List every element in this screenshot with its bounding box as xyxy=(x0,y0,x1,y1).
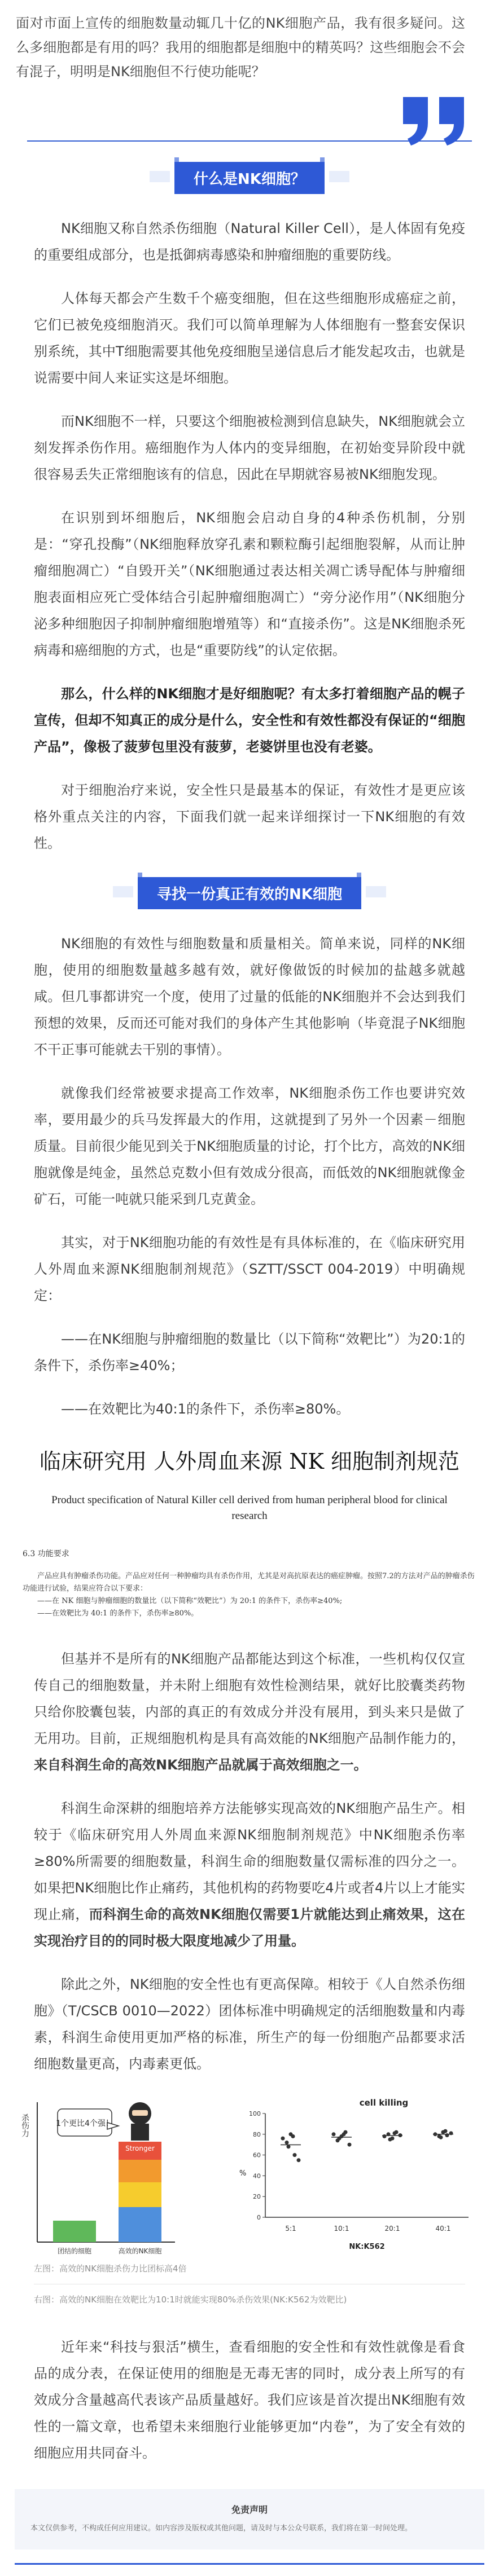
data-point xyxy=(332,2132,336,2136)
data-point xyxy=(297,2158,301,2162)
spec-title: 临床研究用 人外周血来源 NK 细胞制剂规范 xyxy=(40,1449,459,1474)
data-point xyxy=(287,2145,291,2148)
y-tick-label: 60 xyxy=(253,2151,261,2159)
spec-body xyxy=(17,1548,482,1620)
section-title-1: 什么是NK细胞？ xyxy=(174,162,325,194)
figure-caption-left: 左图：高效的NK细胞杀伤力比团标高4倍 xyxy=(34,2264,187,2274)
bar-nk-cells xyxy=(119,2142,161,2242)
paragraph-bold: 而科润生命的高效NK细胞仅需要1片就能达到止痛效果，这在实现治疗目的的同时极大限度地减少了用量。 xyxy=(34,1906,465,1949)
chart-points xyxy=(281,2129,453,2163)
paragraph-text: 科润生命深耕的细胞培养方法能够实现高效的NK细胞产品生产。相较于《临床研究用人外周血来源NK细胞制剂规范》中NK细胞杀伤率≥80%所需要的细胞数量，科润生命的细胞数量仅需标准的四分之一。如果把NK细胞比作止痛药，其他机构的药物要吃4片或者4片以上才能实现止痛， xyxy=(34,1800,465,1922)
data-point xyxy=(348,2143,352,2147)
highlight-paragraph: 那么，什么样的NK细胞才是好细胞呢？有太多打着细胞产品的幌子宣传，但却不知真正的成分是什么，安全性和有效性都没有保证的“细胞产品”，像极了菠萝包里没有菠萝，老婆饼里也没有老婆。 xyxy=(34,686,465,755)
spec-line: ——在 NK 细胞与肿瘤细胞的数量比（以下简称“效靶比”）为 20:1 的条件下，杀伤率≥40%; xyxy=(37,1597,343,1605)
bar-label-1: 团结的细胞 xyxy=(57,2247,92,2255)
chart-x-ticks xyxy=(285,2225,450,2232)
spec-head: 6.3 功能要求 xyxy=(23,1549,69,1558)
chart-y-label: % xyxy=(239,2169,247,2178)
data-point xyxy=(383,2134,387,2138)
x-tick-label: 40:1 xyxy=(435,2225,451,2232)
section-heading-2 xyxy=(0,877,499,909)
data-point xyxy=(439,2135,443,2139)
paragraph: NK细胞又称自然杀伤细胞（Natural Killer Cell），是人体固有免疫的重要组成部分，也是抵御病毒感染和肿瘤细胞的重要防线。 xyxy=(34,221,465,263)
disclaimer-title: 免责声明 xyxy=(231,2504,268,2515)
disclaimer xyxy=(15,2489,484,2549)
figure-svg xyxy=(20,2097,476,2260)
data-point xyxy=(281,2137,285,2141)
data-point xyxy=(393,2131,397,2135)
spec-line: 产品应具有肿瘤杀伤功能。产品应对任何一种肿瘤均具有杀伤作用，尤其是对高抗原表达的癌症肿瘤。按照7.2的方法对产品的肿瘤杀伤功能进行试验，结果应符合以下要求： xyxy=(23,1572,475,1593)
chart-y-ticks xyxy=(249,2110,265,2221)
bubble-text: 1个更比4个强！ xyxy=(56,2119,113,2128)
paragraph-bold: 来自科润生命的高效NK细胞产品就属于高效细胞之一。 xyxy=(34,1757,367,1773)
paragraph: 对于细胞治疗来说，安全性只是最基本的保证，有效性才是更应该格外重点关注的内容，下面我们就一起来详细探讨一下NK细胞的有效性。 xyxy=(34,782,465,851)
bar-efficient-cells xyxy=(53,2221,96,2242)
closing-paragraph: 近年来“科技与狠活”横生，查看细胞的安全性和有效性就像是看食品的成分表，在保证使用的细胞是无毒无害的同时，成分表上所写的有效成分含量越高代表该产品质量越好。我们应该是首次提出NK细胞有效性的一篇文章，也希望未来细胞行业能够更加“内卷”，为了安全有效的细胞应用共同奋斗。 xyxy=(34,2339,465,2461)
intro-text: 面对市面上宣传的细胞数量动辄几十亿的NK细胞产品，我有很多疑问。这么多细胞都是有用的吗？我用的细胞都是细胞中的精英吗？这些细胞会不会有混子，明明是NK细胞但不行使功能呢？ xyxy=(16,15,465,80)
spec-subtitle: Product specification of Natural Killer cell derived from human peripheral blood for clinical research xyxy=(51,1494,448,1522)
spec-excerpt xyxy=(0,1439,499,1620)
y-tick-label: 0 xyxy=(257,2214,261,2221)
y-tick-label: 20 xyxy=(253,2193,261,2201)
paragraph xyxy=(0,1646,499,1778)
paragraph: 就像我们经常被要求提高工作效率，NK细胞杀伤工作也要讲究效率，要用最少的兵马发挥最大的作用，这就提到了另外一个因素－细胞质量。目前很少能见到关于NK细胞质量的讨论，打个比方，高效的NK细胞就像是纯金，虽然总克数小但有效成分很高，而低效的NK细胞就像金矿石，可能一吨就只能采到几克黄金。 xyxy=(34,1085,465,1207)
chart-x-label: NK:K562 xyxy=(349,2243,385,2251)
figure xyxy=(20,2097,476,2260)
y-tick-label: 40 xyxy=(253,2172,261,2180)
hero-figure xyxy=(125,2102,155,2152)
paragraph: 人体每天都会产生数千个癌变细胞，但在这些细胞形成癌症之前，它们已被免疫细胞消灭。我们可以简单理解为人体细胞有一整套安保识别系统，其中T细胞需要其他免疫细胞呈递信息后才能发起攻击，也就是说需要中间人来证实这是坏细胞。 xyxy=(34,290,465,386)
figure-caption-right: 右图：高效的NK细胞在效靶比为10:1时就能实现80%杀伤效果(NK:K562为效靶比) xyxy=(34,2295,347,2305)
paragraph: ——在NK细胞与肿瘤细胞的数量比（以下简称“效靶比”）为20:1的条件下，杀伤率≥40%； xyxy=(34,1331,465,1373)
paragraph: 除此之外，NK细胞的安全性也有更高保障。相较于《人自然杀伤细胞》（T/CSCB 0010—2022）团体标准中明确规定的活细胞数量和内毒素，科润生命使用更加严格的标准，所生产的每一份细胞产品都要求活细胞数量更高，内毒素更低。 xyxy=(34,1976,465,2072)
data-point xyxy=(444,2129,448,2133)
cell-killing-chart xyxy=(239,2098,469,2251)
disclaimer-text: 本文仅供参考，不构成任何应用建议。如内容涉及版权或其他问题，请及时与本公众号联系，我们将在第一时间处理。 xyxy=(30,2524,413,2533)
paragraph: ——在效靶比为40:1的条件下，杀伤率≥80%。 xyxy=(61,1401,350,1417)
bar-label-2: 高效的NK细胞 xyxy=(118,2247,162,2255)
spec-line: ——在效靶比为 40:1 的条件下，杀伤率≥80%。 xyxy=(37,1609,199,1618)
left-axis-label: 杀伤力 xyxy=(20,2113,29,2137)
paragraph: 其实，对于NK细胞功能的有效性是有具体标准的，在《临床研究用人外周血来源NK细胞制剂规范》（SZTT/SSCT 004-2019）中明确规定： xyxy=(34,1235,465,1304)
data-point xyxy=(342,2132,346,2136)
y-tick-label: 100 xyxy=(249,2110,261,2117)
paragraph: 而NK细胞不一样，只要这个细胞被检测到信息缺失，NK细胞就会立刻发挥杀伤作用。癌细胞作为人体内的变异细胞，在初始变异阶段中就很容易丢失正常细胞该有的信息，因此在早期就容易被NK细胞发现。 xyxy=(34,413,465,482)
paragraph-text: 但基并不是所有的NK细胞产品都能达到这个标准，一些机构仅仅宣传自己的细胞数量，并未附上细胞有效性检测结果，就好比胶囊类药物只给你胶囊包装，内部的真正的有效成分并没有展用，到头来只是做了无用功。目前，正规细胞机构是具有高效能的NK细胞产品制作能力的， xyxy=(34,1651,465,1746)
data-point xyxy=(388,2138,392,2142)
x-tick-label: 20:1 xyxy=(384,2225,400,2232)
x-tick-label: 5:1 xyxy=(285,2225,296,2232)
paragraph xyxy=(0,1795,499,1954)
hero-label: Stronger xyxy=(125,2145,155,2152)
data-point xyxy=(291,2134,295,2138)
data-point xyxy=(293,2153,297,2157)
quote-icon xyxy=(399,91,472,148)
x-tick-label: 10:1 xyxy=(334,2225,349,2232)
section-title-2: 寻找一份真正有效的NK细胞 xyxy=(138,877,361,909)
chart-title: cell killing xyxy=(359,2098,409,2108)
section-heading-1 xyxy=(0,162,499,194)
y-tick-label: 80 xyxy=(253,2130,261,2138)
speech-bubble xyxy=(56,2109,119,2136)
left-illustration xyxy=(20,2102,175,2255)
paragraph: NK细胞的有效性与细胞数量和质量相关。简单来说，同样的NK细胞，使用的细胞数量越多越有效，就好像做饭的时候加的盐越多就越咸。但几事都讲究一个度，使用了过量的低能的NK细胞并不会达到我们预想的效果，反而还可能对我们的身体产生其他影响（毕竟混子NK细胞不干正事可能就去干别的事情）。 xyxy=(34,936,465,1058)
paragraph: 在识别到坏细胞后，NK细胞会启动自身的4种杀伤机制，分别是：“穿孔投酶”（NK细胞释放穿孔素和颗粒酶引起细胞裂解，从而让肿瘤细胞凋亡）“自毁开关”（NK细胞通过表达相关凋亡诱导配体与肿瘤细胞表面相应死亡受体结合引起肿瘤细胞凋亡）“旁分泌作用”（NK细胞分泌多种细胞因子抑制肿瘤细胞增殖等）和“直接杀伤”。这是NK细胞杀死病毒和癌细胞的方式，也是“重要防线”的认定依据。 xyxy=(34,510,465,658)
intro xyxy=(0,0,499,84)
data-point xyxy=(285,2141,289,2145)
